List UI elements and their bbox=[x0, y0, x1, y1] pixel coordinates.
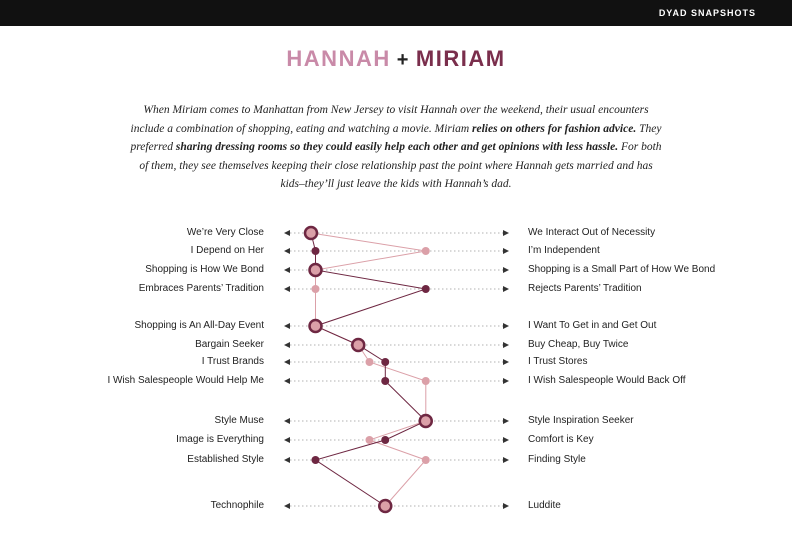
intro-text-1: When Miriam comes to Manhattan from New Jersey to visit Hannah over the weekend, their usual encounters include a combination of shopping, eating and watching a movie. Miriam bbox=[130, 104, 649, 135]
miriam-point bbox=[422, 285, 430, 293]
right-arrow-icon bbox=[503, 323, 509, 329]
right-trait-label: Shopping is a Small Part of How We Bond bbox=[528, 264, 716, 275]
intro-text-3: For both of them, they see themselves keeping their close relationship past the point where Hannah gets married and has kids–they’ll just leave the kids with Hannah’s dad. bbox=[139, 141, 662, 190]
left-arrow-icon bbox=[284, 437, 290, 443]
right-trait-label: We Interact Out of Necessity bbox=[528, 227, 656, 238]
left-arrow-icon bbox=[284, 418, 290, 424]
left-trait-label: I Wish Salespeople Would Help Me bbox=[107, 375, 264, 386]
left-trait-label: I Depend on Her bbox=[190, 245, 264, 256]
miriam-point bbox=[312, 456, 320, 464]
miriam-point bbox=[381, 436, 389, 444]
left-trait-label: Style Muse bbox=[214, 415, 264, 426]
title-name-miriam: MIRIAM bbox=[415, 46, 506, 71]
right-arrow-icon bbox=[503, 503, 509, 509]
left-trait-label: Image is Everything bbox=[176, 434, 264, 445]
right-trait-label: I Want To Get in and Get Out bbox=[528, 320, 657, 331]
right-trait-label: Buy Cheap, Buy Twice bbox=[528, 339, 629, 350]
miriam-point bbox=[381, 377, 389, 385]
left-trait-label: Shopping is An All-Day Event bbox=[134, 320, 264, 331]
left-trait-label: We’re Very Close bbox=[186, 227, 264, 238]
left-arrow-icon bbox=[284, 323, 290, 329]
shared-point bbox=[352, 339, 364, 351]
miriam-series-line bbox=[311, 233, 426, 506]
right-trait-label: Style Inspiration Seeker bbox=[528, 415, 634, 426]
hannah-point bbox=[422, 247, 430, 255]
intro-text-2: They preferred bbox=[130, 122, 662, 153]
right-arrow-icon bbox=[503, 286, 509, 292]
miriam-point bbox=[312, 247, 320, 255]
intro-bold-2: sharing dressing rooms so they could easily help each other and get opinions with less hassle. bbox=[175, 141, 619, 153]
left-trait-label: Technophile bbox=[210, 500, 264, 511]
shared-point bbox=[420, 415, 432, 427]
left-arrow-icon bbox=[284, 457, 290, 463]
hannah-point bbox=[422, 456, 430, 464]
right-arrow-icon bbox=[503, 359, 509, 365]
left-trait-label: Established Style bbox=[187, 454, 264, 465]
right-arrow-icon bbox=[503, 248, 509, 254]
left-trait-label: Shopping is How We Bond bbox=[145, 264, 264, 275]
left-arrow-icon bbox=[284, 267, 290, 273]
right-arrow-icon bbox=[503, 378, 509, 384]
left-trait-label: Embraces Parents’ Tradition bbox=[138, 283, 264, 294]
left-trait-label: Bargain Seeker bbox=[195, 339, 264, 350]
section-label: DYAD SNAPSHOTS bbox=[658, 8, 756, 18]
hannah-point bbox=[366, 358, 374, 366]
right-arrow-icon bbox=[503, 457, 509, 463]
title-name-hannah: HANNAH bbox=[286, 46, 391, 71]
hannah-point bbox=[366, 436, 374, 444]
right-trait-label: Luddite bbox=[528, 500, 561, 511]
left-trait-label: I Trust Brands bbox=[201, 356, 264, 367]
left-arrow-icon bbox=[284, 230, 290, 236]
miriam-point bbox=[381, 358, 389, 366]
left-arrow-icon bbox=[284, 378, 290, 384]
right-trait-label: I’m Independent bbox=[528, 245, 600, 256]
left-arrow-icon bbox=[284, 359, 290, 365]
shared-point bbox=[305, 227, 317, 239]
right-arrow-icon bbox=[503, 267, 509, 273]
shared-point bbox=[310, 320, 322, 332]
intro-bold-1: relies on others for fashion advice. bbox=[472, 122, 637, 135]
right-trait-label: I Trust Stores bbox=[528, 356, 588, 367]
right-trait-label: Finding Style bbox=[528, 454, 586, 465]
right-arrow-icon bbox=[503, 418, 509, 424]
shared-point bbox=[379, 500, 391, 512]
right-trait-label: Rejects Parents’ Tradition bbox=[528, 283, 642, 294]
left-arrow-icon bbox=[284, 342, 290, 348]
left-arrow-icon bbox=[284, 248, 290, 254]
left-arrow-icon bbox=[284, 286, 290, 292]
left-arrow-icon bbox=[284, 503, 290, 509]
title-plus: + bbox=[396, 49, 410, 71]
hannah-point bbox=[312, 285, 320, 293]
hannah-point bbox=[422, 377, 430, 385]
right-trait-label: Comfort is Key bbox=[528, 434, 594, 445]
right-trait-label: I Wish Salespeople Would Back Off bbox=[528, 375, 686, 386]
hannah-series-line bbox=[311, 233, 426, 506]
right-arrow-icon bbox=[503, 230, 509, 236]
right-arrow-icon bbox=[503, 437, 509, 443]
right-arrow-icon bbox=[503, 342, 509, 348]
shared-point bbox=[310, 264, 322, 276]
